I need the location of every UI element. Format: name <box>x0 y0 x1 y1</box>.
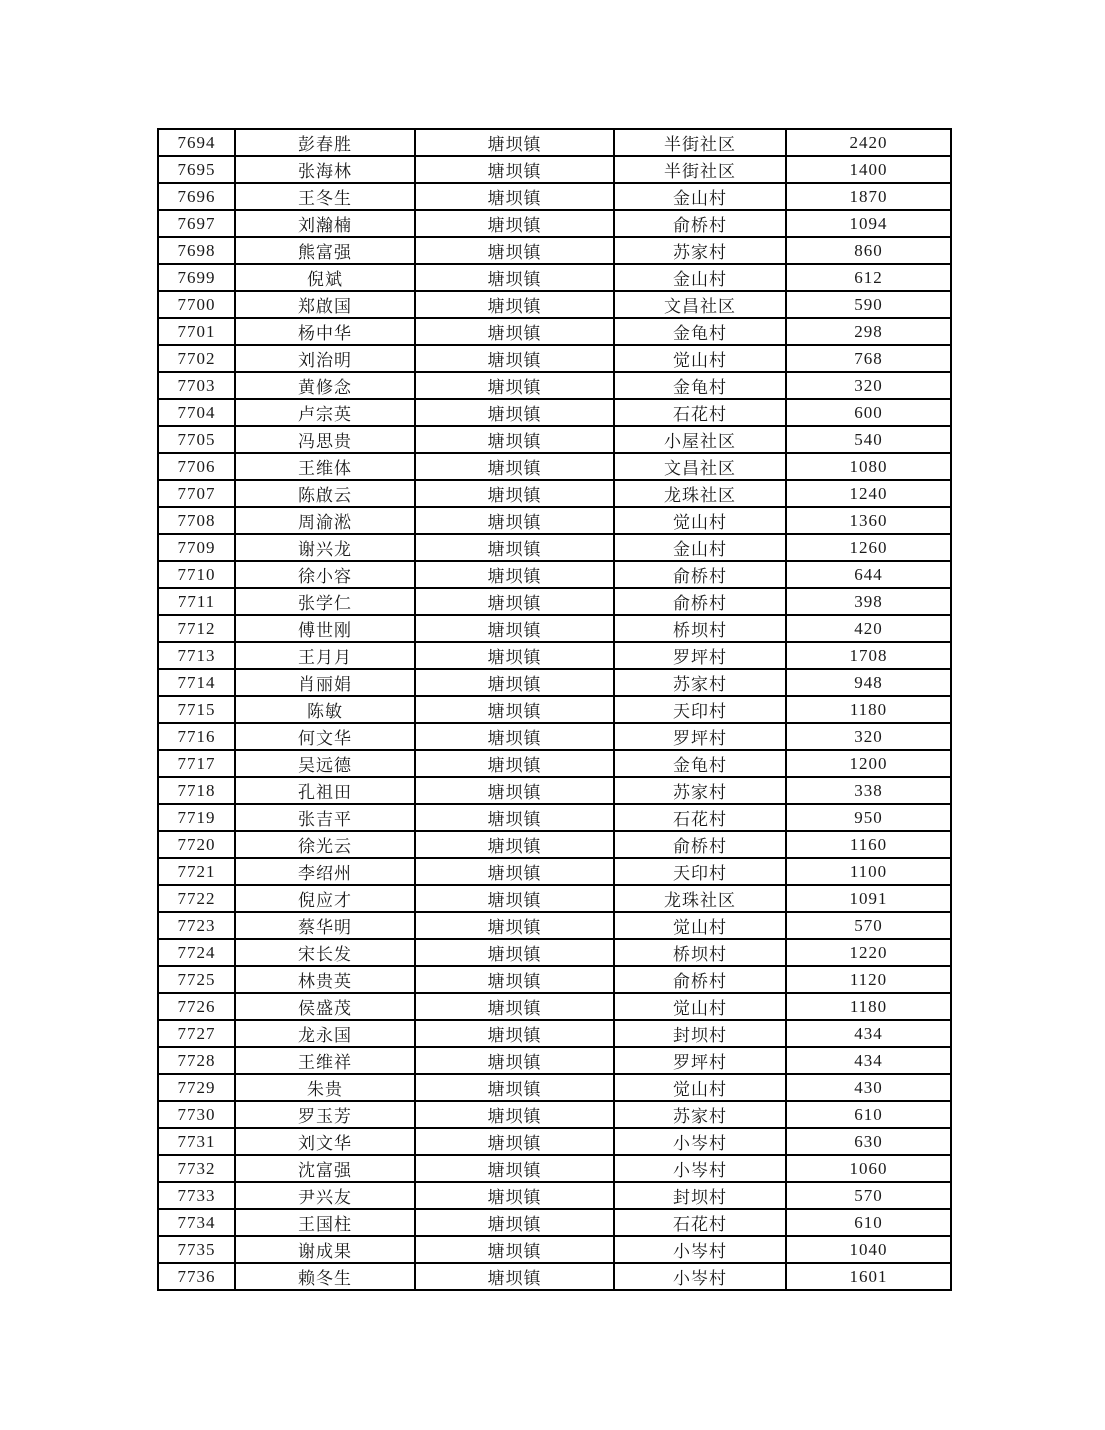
table-row <box>158 642 951 669</box>
table-row <box>158 858 951 885</box>
table-cell-town: 塘坝镇 <box>415 399 614 426</box>
table-cell-amount: 1708 <box>786 642 951 669</box>
table-row <box>158 1236 951 1263</box>
table-cell-id: 7728 <box>158 1047 235 1074</box>
table-cell-village: 俞桥村 <box>614 831 786 858</box>
table-cell-village: 俞桥村 <box>614 588 786 615</box>
table-cell-amount: 590 <box>786 291 951 318</box>
table-row <box>158 588 951 615</box>
table-cell-town: 塘坝镇 <box>415 372 614 399</box>
table-cell-name: 徐小容 <box>235 561 415 588</box>
table-cell-amount: 540 <box>786 426 951 453</box>
table-cell-village: 觉山村 <box>614 345 786 372</box>
table-cell-id: 7709 <box>158 534 235 561</box>
table-cell-amount: 298 <box>786 318 951 345</box>
table-cell-id: 7723 <box>158 912 235 939</box>
table-cell-id: 7720 <box>158 831 235 858</box>
table-cell-amount: 1601 <box>786 1263 951 1290</box>
table-cell-amount: 950 <box>786 804 951 831</box>
table-row <box>158 993 951 1020</box>
table-row <box>158 939 951 966</box>
table-cell-town: 塘坝镇 <box>415 615 614 642</box>
table-cell-village: 桥坝村 <box>614 939 786 966</box>
table-cell-name: 尹兴友 <box>235 1182 415 1209</box>
table-cell-amount: 1400 <box>786 156 951 183</box>
table-cell-amount: 1040 <box>786 1236 951 1263</box>
table-cell-town: 塘坝镇 <box>415 561 614 588</box>
table-body <box>158 129 951 1290</box>
table-row <box>158 1047 951 1074</box>
table-cell-id: 7718 <box>158 777 235 804</box>
table-cell-name: 何文华 <box>235 723 415 750</box>
table-cell-town: 塘坝镇 <box>415 156 614 183</box>
table-cell-village: 半街社区 <box>614 129 786 156</box>
table-row <box>158 129 951 156</box>
table-cell-amount: 1080 <box>786 453 951 480</box>
table-row <box>158 426 951 453</box>
table-cell-village: 石花村 <box>614 804 786 831</box>
table-cell-amount: 1100 <box>786 858 951 885</box>
table-cell-amount: 570 <box>786 1182 951 1209</box>
table-row <box>158 480 951 507</box>
table-cell-town: 塘坝镇 <box>415 1047 614 1074</box>
table-cell-town: 塘坝镇 <box>415 345 614 372</box>
table-cell-town: 塘坝镇 <box>415 534 614 561</box>
table-cell-town: 塘坝镇 <box>415 831 614 858</box>
table-cell-name: 张学仁 <box>235 588 415 615</box>
table-row <box>158 534 951 561</box>
table-cell-village: 苏家村 <box>614 777 786 804</box>
table-cell-amount: 860 <box>786 237 951 264</box>
table-cell-town: 塘坝镇 <box>415 750 614 777</box>
table-cell-amount: 948 <box>786 669 951 696</box>
table-cell-town: 塘坝镇 <box>415 1020 614 1047</box>
table-cell-amount: 570 <box>786 912 951 939</box>
table-cell-id: 7732 <box>158 1155 235 1182</box>
table-cell-name: 黄修念 <box>235 372 415 399</box>
table-row <box>158 1182 951 1209</box>
table-cell-id: 7704 <box>158 399 235 426</box>
table-cell-village: 小岑村 <box>614 1263 786 1290</box>
table-cell-amount: 1094 <box>786 210 951 237</box>
table-cell-village: 苏家村 <box>614 669 786 696</box>
table-cell-name: 谢成果 <box>235 1236 415 1263</box>
table-row <box>158 264 951 291</box>
table-cell-village: 金山村 <box>614 183 786 210</box>
table-cell-village: 小屋社区 <box>614 426 786 453</box>
table-cell-id: 7719 <box>158 804 235 831</box>
table-cell-id: 7733 <box>158 1182 235 1209</box>
table-cell-amount: 1091 <box>786 885 951 912</box>
table-cell-village: 金山村 <box>614 264 786 291</box>
table-cell-town: 塘坝镇 <box>415 507 614 534</box>
table-cell-amount: 1220 <box>786 939 951 966</box>
table-cell-town: 塘坝镇 <box>415 858 614 885</box>
table-row <box>158 507 951 534</box>
table-cell-name: 王月月 <box>235 642 415 669</box>
table-cell-amount: 1180 <box>786 696 951 723</box>
table-row <box>158 1020 951 1047</box>
table-cell-name: 陈啟云 <box>235 480 415 507</box>
table-cell-name: 刘治明 <box>235 345 415 372</box>
table-cell-name: 李绍州 <box>235 858 415 885</box>
table-cell-name: 侯盛茂 <box>235 993 415 1020</box>
table-cell-town: 塘坝镇 <box>415 966 614 993</box>
table-row <box>158 750 951 777</box>
table-cell-name: 杨中华 <box>235 318 415 345</box>
table-cell-town: 塘坝镇 <box>415 1101 614 1128</box>
table-cell-name: 王国柱 <box>235 1209 415 1236</box>
table-cell-amount: 1120 <box>786 966 951 993</box>
table-cell-name: 周渝淞 <box>235 507 415 534</box>
table-cell-amount: 610 <box>786 1101 951 1128</box>
table-cell-town: 塘坝镇 <box>415 588 614 615</box>
table-cell-village: 俞桥村 <box>614 210 786 237</box>
table-cell-town: 塘坝镇 <box>415 453 614 480</box>
table-cell-name: 王维体 <box>235 453 415 480</box>
table-row <box>158 291 951 318</box>
table-cell-name: 孔祖田 <box>235 777 415 804</box>
table-cell-id: 7715 <box>158 696 235 723</box>
table-cell-amount: 1200 <box>786 750 951 777</box>
table-row <box>158 696 951 723</box>
table-cell-town: 塘坝镇 <box>415 291 614 318</box>
table-cell-amount: 600 <box>786 399 951 426</box>
table-cell-village: 金龟村 <box>614 372 786 399</box>
table-cell-town: 塘坝镇 <box>415 1236 614 1263</box>
table-cell-name: 张吉平 <box>235 804 415 831</box>
table-cell-town: 塘坝镇 <box>415 318 614 345</box>
table-cell-name: 徐光云 <box>235 831 415 858</box>
table-cell-amount: 1160 <box>786 831 951 858</box>
table-cell-village: 文昌社区 <box>614 291 786 318</box>
table-cell-name: 龙永国 <box>235 1020 415 1047</box>
table-cell-amount: 1240 <box>786 480 951 507</box>
table-cell-amount: 1180 <box>786 993 951 1020</box>
table-cell-amount: 430 <box>786 1074 951 1101</box>
table-cell-town: 塘坝镇 <box>415 1182 614 1209</box>
table-cell-id: 7695 <box>158 156 235 183</box>
table-cell-id: 7694 <box>158 129 235 156</box>
records-table <box>157 128 952 1291</box>
table-row <box>158 453 951 480</box>
table-cell-village: 苏家村 <box>614 237 786 264</box>
table-cell-id: 7736 <box>158 1263 235 1290</box>
table-cell-id: 7707 <box>158 480 235 507</box>
table-cell-town: 塘坝镇 <box>415 777 614 804</box>
table-cell-name: 彭春胜 <box>235 129 415 156</box>
table-cell-village: 桥坝村 <box>614 615 786 642</box>
table-row <box>158 885 951 912</box>
table-row <box>158 1155 951 1182</box>
table-cell-amount: 1060 <box>786 1155 951 1182</box>
table-cell-name: 吴远德 <box>235 750 415 777</box>
table-row <box>158 318 951 345</box>
table-cell-village: 觉山村 <box>614 993 786 1020</box>
table-row <box>158 1101 951 1128</box>
table-cell-village: 石花村 <box>614 1209 786 1236</box>
table-cell-name: 傅世刚 <box>235 615 415 642</box>
table-cell-village: 石花村 <box>614 399 786 426</box>
table-row <box>158 1128 951 1155</box>
table-cell-amount: 434 <box>786 1047 951 1074</box>
table-cell-id: 7711 <box>158 588 235 615</box>
table-cell-id: 7713 <box>158 642 235 669</box>
table-cell-village: 觉山村 <box>614 1074 786 1101</box>
table-cell-village: 小岑村 <box>614 1128 786 1155</box>
table-cell-id: 7697 <box>158 210 235 237</box>
table-cell-id: 7714 <box>158 669 235 696</box>
table-cell-town: 塘坝镇 <box>415 1074 614 1101</box>
table-cell-name: 卢宗英 <box>235 399 415 426</box>
table-cell-id: 7712 <box>158 615 235 642</box>
table-cell-village: 封坝村 <box>614 1020 786 1047</box>
table-cell-id: 7734 <box>158 1209 235 1236</box>
table-cell-name: 赖冬生 <box>235 1263 415 1290</box>
table-cell-id: 7700 <box>158 291 235 318</box>
table-cell-village: 封坝村 <box>614 1182 786 1209</box>
table-cell-village: 天印村 <box>614 858 786 885</box>
table-cell-amount: 768 <box>786 345 951 372</box>
table-cell-id: 7729 <box>158 1074 235 1101</box>
table-cell-village: 苏家村 <box>614 1101 786 1128</box>
table-cell-id: 7731 <box>158 1128 235 1155</box>
table-cell-village: 金龟村 <box>614 750 786 777</box>
table-cell-amount: 1260 <box>786 534 951 561</box>
table-cell-id: 7724 <box>158 939 235 966</box>
table-cell-village: 龙珠社区 <box>614 885 786 912</box>
table-cell-village: 俞桥村 <box>614 966 786 993</box>
table-cell-name: 冯思贵 <box>235 426 415 453</box>
table-cell-town: 塘坝镇 <box>415 912 614 939</box>
table-cell-name: 朱贵 <box>235 1074 415 1101</box>
table-row <box>158 777 951 804</box>
table-cell-amount: 612 <box>786 264 951 291</box>
table-cell-id: 7722 <box>158 885 235 912</box>
table-row <box>158 912 951 939</box>
table-row <box>158 399 951 426</box>
table-cell-amount: 338 <box>786 777 951 804</box>
table-cell-village: 觉山村 <box>614 507 786 534</box>
table-row <box>158 561 951 588</box>
table-cell-amount: 1360 <box>786 507 951 534</box>
table-cell-name: 林贵英 <box>235 966 415 993</box>
table-row <box>158 1263 951 1290</box>
table-cell-name: 蔡华明 <box>235 912 415 939</box>
table-row <box>158 345 951 372</box>
table-cell-id: 7716 <box>158 723 235 750</box>
table-row <box>158 183 951 210</box>
table-cell-amount: 610 <box>786 1209 951 1236</box>
table-cell-id: 7706 <box>158 453 235 480</box>
table-cell-id: 7701 <box>158 318 235 345</box>
table-cell-name: 张海林 <box>235 156 415 183</box>
table-cell-name: 王冬生 <box>235 183 415 210</box>
table-row <box>158 966 951 993</box>
table-row <box>158 156 951 183</box>
table-cell-name: 郑啟国 <box>235 291 415 318</box>
table-cell-town: 塘坝镇 <box>415 1155 614 1182</box>
table-cell-name: 肖丽娟 <box>235 669 415 696</box>
table-cell-town: 塘坝镇 <box>415 1128 614 1155</box>
table-cell-village: 文昌社区 <box>614 453 786 480</box>
table-cell-id: 7696 <box>158 183 235 210</box>
table-cell-id: 7708 <box>158 507 235 534</box>
table-row <box>158 1209 951 1236</box>
table-cell-name: 熊富强 <box>235 237 415 264</box>
table-cell-amount: 320 <box>786 723 951 750</box>
table-cell-id: 7725 <box>158 966 235 993</box>
table-cell-town: 塘坝镇 <box>415 885 614 912</box>
table-row <box>158 831 951 858</box>
table-cell-amount: 420 <box>786 615 951 642</box>
table-cell-id: 7699 <box>158 264 235 291</box>
table-cell-amount: 1870 <box>786 183 951 210</box>
table-cell-village: 罗坪村 <box>614 1047 786 1074</box>
table-cell-town: 塘坝镇 <box>415 1263 614 1290</box>
table-cell-id: 7726 <box>158 993 235 1020</box>
table-cell-id: 7727 <box>158 1020 235 1047</box>
table-cell-village: 半街社区 <box>614 156 786 183</box>
table-cell-amount: 320 <box>786 372 951 399</box>
table-cell-town: 塘坝镇 <box>415 264 614 291</box>
table-cell-town: 塘坝镇 <box>415 696 614 723</box>
table-cell-town: 塘坝镇 <box>415 993 614 1020</box>
table-cell-id: 7710 <box>158 561 235 588</box>
table-cell-town: 塘坝镇 <box>415 210 614 237</box>
table-cell-village: 金山村 <box>614 534 786 561</box>
table-cell-amount: 644 <box>786 561 951 588</box>
table-cell-village: 觉山村 <box>614 912 786 939</box>
table-cell-town: 塘坝镇 <box>415 804 614 831</box>
table-cell-amount: 398 <box>786 588 951 615</box>
table-cell-id: 7702 <box>158 345 235 372</box>
table-row <box>158 237 951 264</box>
table-cell-name: 宋长发 <box>235 939 415 966</box>
table-cell-town: 塘坝镇 <box>415 237 614 264</box>
table-cell-name: 倪斌 <box>235 264 415 291</box>
table-cell-id: 7717 <box>158 750 235 777</box>
table-cell-town: 塘坝镇 <box>415 642 614 669</box>
table-row <box>158 669 951 696</box>
table-cell-village: 罗坪村 <box>614 723 786 750</box>
table-cell-town: 塘坝镇 <box>415 426 614 453</box>
table-row <box>158 372 951 399</box>
table-cell-name: 沈富强 <box>235 1155 415 1182</box>
table-cell-village: 小岑村 <box>614 1236 786 1263</box>
table-cell-name: 罗玉芳 <box>235 1101 415 1128</box>
table-cell-id: 7705 <box>158 426 235 453</box>
table-cell-village: 龙珠社区 <box>614 480 786 507</box>
table-cell-amount: 434 <box>786 1020 951 1047</box>
table-cell-name: 倪应才 <box>235 885 415 912</box>
table-cell-name: 谢兴龙 <box>235 534 415 561</box>
table-cell-village: 俞桥村 <box>614 561 786 588</box>
table-cell-name: 王维祥 <box>235 1047 415 1074</box>
table-cell-id: 7698 <box>158 237 235 264</box>
table-cell-town: 塘坝镇 <box>415 669 614 696</box>
table-cell-village: 天印村 <box>614 696 786 723</box>
table-cell-town: 塘坝镇 <box>415 723 614 750</box>
table-cell-id: 7735 <box>158 1236 235 1263</box>
table-cell-village: 小岑村 <box>614 1155 786 1182</box>
table-cell-village: 金龟村 <box>614 318 786 345</box>
table-cell-town: 塘坝镇 <box>415 480 614 507</box>
table-row <box>158 1074 951 1101</box>
table-cell-name: 陈敏 <box>235 696 415 723</box>
table-cell-amount: 2420 <box>786 129 951 156</box>
table-cell-village: 罗坪村 <box>614 642 786 669</box>
table-cell-town: 塘坝镇 <box>415 1209 614 1236</box>
table-cell-id: 7721 <box>158 858 235 885</box>
table-row <box>158 723 951 750</box>
table-cell-town: 塘坝镇 <box>415 939 614 966</box>
table-cell-id: 7730 <box>158 1101 235 1128</box>
table-cell-town: 塘坝镇 <box>415 129 614 156</box>
table-row <box>158 615 951 642</box>
table-cell-name: 刘瀚楠 <box>235 210 415 237</box>
table-cell-amount: 630 <box>786 1128 951 1155</box>
table-row <box>158 210 951 237</box>
table-cell-name: 刘文华 <box>235 1128 415 1155</box>
table-cell-id: 7703 <box>158 372 235 399</box>
table-row <box>158 804 951 831</box>
table-cell-town: 塘坝镇 <box>415 183 614 210</box>
